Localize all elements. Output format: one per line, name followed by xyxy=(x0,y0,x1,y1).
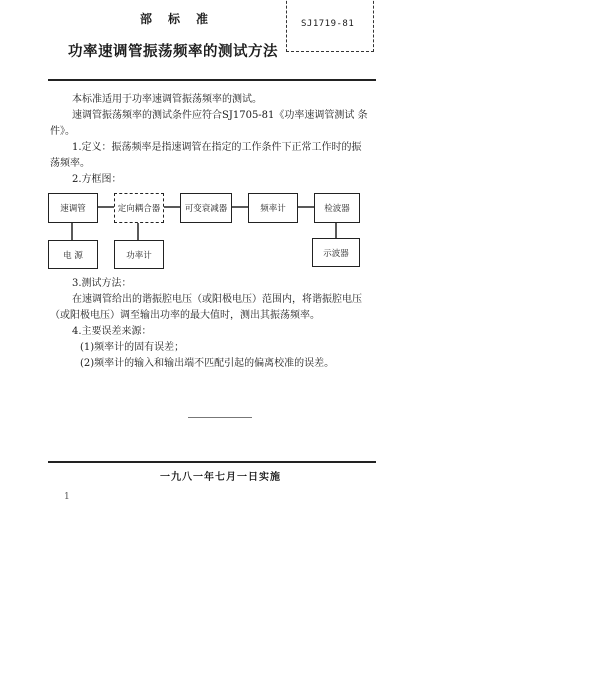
block-diagram-heading: 2.方框图： xyxy=(72,174,122,185)
standard-category: 部标准 xyxy=(140,12,225,26)
test-method-line-1: 在速调管给出的谐振腔电压（或阳极电压）范围内，将谐振腔电压 xyxy=(72,294,362,305)
end-rule xyxy=(188,417,252,418)
error-source-1: (1)频率计的固有误差； xyxy=(80,342,185,353)
intro-paragraph-2-line-1: 速调管振荡频率的测试条件应符合SJ1705-81《功率速调管测试 条 xyxy=(72,110,368,121)
document-title: 功率速调管振荡频率的测试方法 xyxy=(68,43,278,60)
definition-line-1: 1.定义：振荡频率是指速调管在指定的工作条件下正常工作时的振 xyxy=(72,142,362,153)
test-method-heading: 3.测试方法： xyxy=(72,278,132,289)
intro-paragraph-2-line-2: 件》。 xyxy=(50,126,75,137)
test-method-line-2: （或阳极电压）调至输出功率的最大值时，测出其振荡频率。 xyxy=(50,310,320,321)
directional-coupler-block: 定向耦合器 xyxy=(114,193,164,223)
standard-number: SJ1719-81 xyxy=(301,19,355,29)
variable-attenuator-block: 可变衰减器 xyxy=(180,193,232,223)
definition-line-2: 荡频率。 xyxy=(50,158,90,169)
effective-date: 一九八一年七月一日实施 xyxy=(160,472,281,483)
footer-rule xyxy=(48,461,376,463)
frequency-meter-block: 频率计 xyxy=(248,193,298,223)
oscilloscope-block: 示波器 xyxy=(312,238,360,267)
power-supply-block: 电 源 xyxy=(48,240,98,269)
detector-block: 检波器 xyxy=(314,193,360,223)
power-meter-block: 功率计 xyxy=(114,240,164,269)
page-number: 1 xyxy=(64,492,70,502)
intro-paragraph-1: 本标准适用于功率速调管振荡频率的测试。 xyxy=(72,94,262,105)
klystron-block: 速调管 xyxy=(48,193,98,223)
error-sources-heading: 4.主要误差来源： xyxy=(72,326,152,337)
error-source-2: (2)频率计的输入和输出端不匹配引起的偏离校准的误差。 xyxy=(80,358,335,369)
